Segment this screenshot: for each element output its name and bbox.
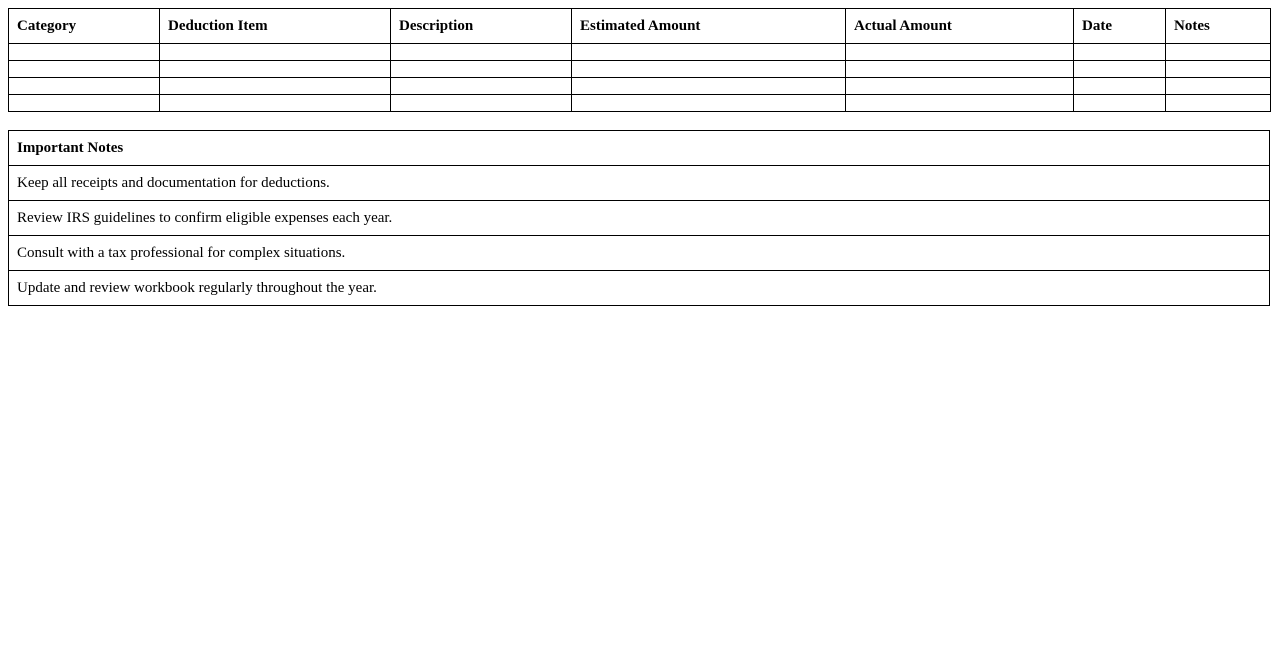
table-cell[interactable] bbox=[391, 95, 572, 112]
deductions-table bbox=[8, 8, 1271, 112]
table-cell[interactable] bbox=[391, 78, 572, 95]
notes-header-row bbox=[9, 131, 1270, 166]
header-row bbox=[9, 9, 1271, 44]
note-row bbox=[9, 236, 1270, 271]
table-cell[interactable] bbox=[846, 78, 1074, 95]
column-header-actual-amount[interactable]: Actual Amount bbox=[846, 9, 1074, 44]
note-row bbox=[9, 201, 1270, 236]
column-header-date[interactable]: Date bbox=[1074, 9, 1166, 44]
column-header-description[interactable]: Description bbox=[391, 9, 572, 44]
table-cell[interactable] bbox=[1166, 61, 1271, 78]
table-cell[interactable] bbox=[9, 61, 160, 78]
column-header-notes[interactable]: Notes bbox=[1166, 9, 1271, 44]
column-header-estimated-amount[interactable]: Estimated Amount bbox=[572, 9, 846, 44]
worksheet bbox=[8, 8, 1270, 306]
table-cell[interactable] bbox=[1074, 95, 1166, 112]
table-cell[interactable] bbox=[572, 44, 846, 61]
table-cell[interactable] bbox=[846, 44, 1074, 61]
table-cell[interactable] bbox=[846, 95, 1074, 112]
table-cell[interactable] bbox=[1074, 44, 1166, 61]
table-cell[interactable] bbox=[846, 61, 1074, 78]
note-item: Keep all receipts and documentation for deductions. bbox=[9, 166, 1270, 201]
table-cell[interactable] bbox=[572, 78, 846, 95]
table-cell[interactable] bbox=[572, 61, 846, 78]
table-cell[interactable] bbox=[1074, 61, 1166, 78]
table-cell[interactable] bbox=[1166, 95, 1271, 112]
table-row bbox=[9, 44, 1271, 61]
column-header-deduction-item[interactable]: Deduction Item bbox=[160, 9, 391, 44]
table-cell[interactable] bbox=[9, 78, 160, 95]
note-item: Review IRS guidelines to confirm eligible expenses each year. bbox=[9, 201, 1270, 236]
table-cell[interactable] bbox=[160, 95, 391, 112]
important-notes-table bbox=[8, 130, 1270, 306]
column-header-category[interactable]: Category bbox=[9, 9, 160, 44]
note-row bbox=[9, 271, 1270, 306]
table-cell[interactable] bbox=[1166, 44, 1271, 61]
table-row bbox=[9, 78, 1271, 95]
table-cell[interactable] bbox=[9, 95, 160, 112]
notes-title: Important Notes bbox=[9, 131, 1270, 166]
table-cell[interactable] bbox=[9, 44, 160, 61]
table-cell[interactable] bbox=[160, 78, 391, 95]
table-cell[interactable] bbox=[1074, 78, 1166, 95]
table-cell[interactable] bbox=[572, 95, 846, 112]
table-cell[interactable] bbox=[1166, 78, 1271, 95]
table-cell[interactable] bbox=[160, 44, 391, 61]
table-row bbox=[9, 61, 1271, 78]
note-item: Update and review workbook regularly throughout the year. bbox=[9, 271, 1270, 306]
note-item: Consult with a tax professional for complex situations. bbox=[9, 236, 1270, 271]
table-cell[interactable] bbox=[391, 44, 572, 61]
table-cell[interactable] bbox=[391, 61, 572, 78]
table-cell[interactable] bbox=[160, 61, 391, 78]
note-row bbox=[9, 166, 1270, 201]
table-row bbox=[9, 95, 1271, 112]
